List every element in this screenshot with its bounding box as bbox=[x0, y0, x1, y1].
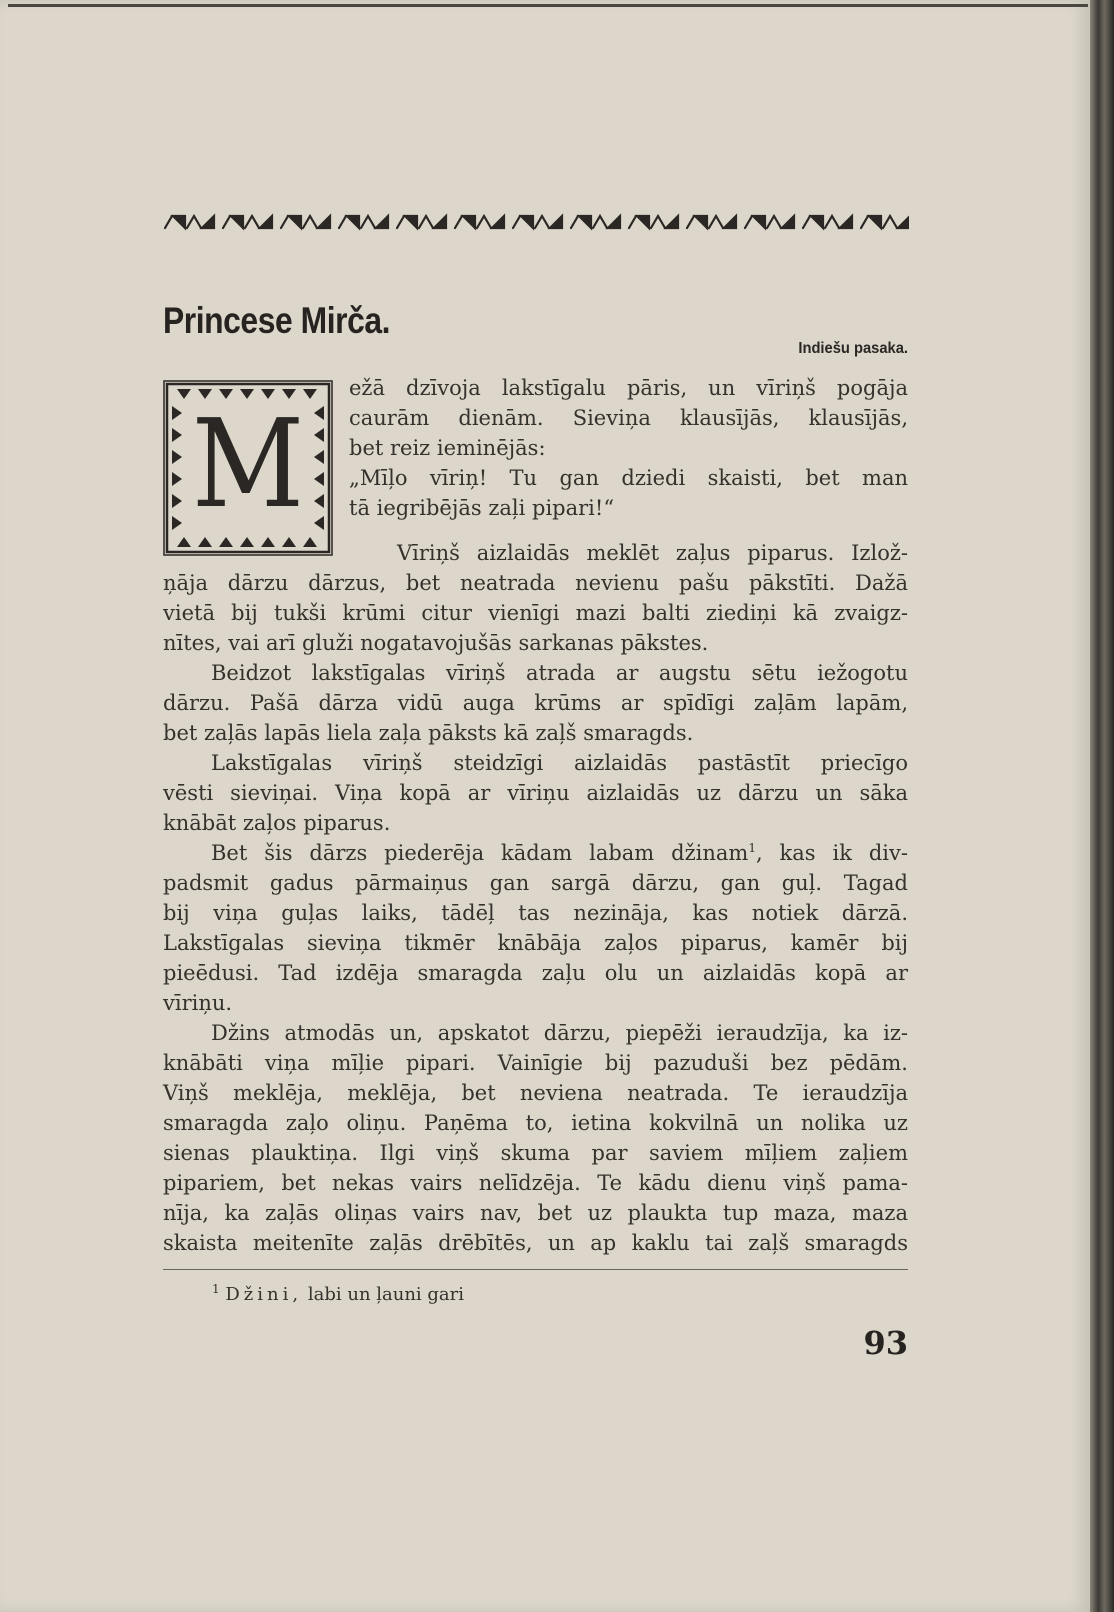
text-line: Beidzot lakstīgalas vīriņš atrada ar augstu sētu iežogotu bbox=[211, 661, 908, 685]
story-body bbox=[163, 538, 908, 1258]
text-line: „Mīļo vīriņ! Tu gan dziedi skaisti, bet man bbox=[349, 466, 908, 490]
text-line: knābāt zaļos piparus. bbox=[163, 811, 391, 835]
text-line: nītes, vai arī gluži nogatavojušās sarkanas pākstes. bbox=[163, 631, 709, 655]
text-line: Džins atmodās un, apskatot dārzu, piepēži ieraudzīja, ka iz- bbox=[211, 1021, 908, 1045]
top-rule bbox=[8, 4, 1088, 7]
text-fragment: Bet šis dārzs piederēja kādam labam džinam bbox=[211, 841, 749, 865]
text-line: ežā dzīvoja lakstīgalu pāris, un vīriņš pogāja bbox=[349, 376, 908, 400]
footnote-text: labi un ļauni gari bbox=[307, 1284, 465, 1305]
text-line: Lakstīgalas vīriņš steidzīgi aizlaidās pastāstīt priecīgo bbox=[211, 751, 908, 775]
opening-lines bbox=[349, 373, 908, 523]
text-line: pipariem, bet nekas vairs nelīdzēja. Te kādu dienu viņš pama- bbox=[163, 1171, 908, 1195]
decorative-ornament-band bbox=[163, 206, 909, 236]
text-line: caurām dienām. Sieviņa klausījās, klausījās, bbox=[349, 406, 908, 430]
text-line: bij viņa guļas laiks, tādēļ tas nezināja, kas notiek dārzā. bbox=[163, 901, 908, 925]
text-line: ņāja dārzu dārzus, bet neatrada nevienu pašu pākstīti. Dažā bbox=[163, 571, 908, 595]
decorative-initial bbox=[163, 380, 333, 556]
text-line: nīja, ka zaļās oliņas vairs nav, bet uz plaukta tup maza, maza bbox=[163, 1201, 908, 1225]
footnote-term: Džini, bbox=[225, 1284, 303, 1305]
text-line: vietā bij tukši krūmi citur vienīgi mazi balti ziediņi kā zvaigz- bbox=[163, 601, 908, 625]
footnote bbox=[212, 1284, 464, 1305]
text-line: padsmit gadus pārmaiņus gan sargā dārzu, gan guļ. Tagad bbox=[163, 871, 908, 895]
story-title: Princese Mirča. bbox=[163, 300, 391, 341]
text-line: pieēdusi. Tad izdēja smaragda zaļu olu un aizlaidās kopā ar bbox=[163, 961, 908, 985]
text-fragment: , kas ik div- bbox=[755, 841, 908, 865]
text-line: Viņš meklēja, meklēja, bet neviena neatrada. Te ieraudzīja bbox=[163, 1081, 908, 1105]
text-line-with-footnote bbox=[163, 838, 908, 868]
initial-letter: M bbox=[191, 393, 305, 535]
footnote-mark: 1 bbox=[212, 1282, 220, 1296]
footnote-reference[interactable]: 1 bbox=[748, 841, 756, 855]
text-line: tā iegribējās zaļi pipari!“ bbox=[349, 496, 615, 520]
text-line: dārzu. Pašā dārza vidū auga krūms ar spīdīgi zaļām lapām, bbox=[163, 691, 908, 715]
text-line: sienas plauktiņa. Ilgi viņš skuma par saviem mīļiem zaļiem bbox=[163, 1141, 908, 1165]
story-subtitle: Indiešu pasaka. bbox=[798, 340, 908, 357]
text-line: bet reiz ieminējās: bbox=[349, 436, 546, 460]
text-line: bet zaļās lapās liela zaļa pāksts kā zaļš smaragds. bbox=[163, 721, 694, 745]
text-line: knābāti viņa mīļie pipari. Vainīgie bij pazuduši bez pēdām. bbox=[163, 1051, 908, 1075]
text-line: Vīriņš aizlaidās meklēt zaļus piparus. Izlož- bbox=[397, 541, 908, 565]
text-line: vēsti sieviņai. Viņa kopā ar vīriņu aizlaidās uz dārzu un sāka bbox=[163, 781, 908, 805]
book-spine-edge bbox=[1090, 0, 1114, 1612]
text-line: Lakstīgalas sieviņa tikmēr knābāja zaļos piparus, kamēr bij bbox=[163, 931, 908, 955]
text-line: skaista meitenīte zaļās drēbītēs, un ap kaklu tai zaļš smaragds bbox=[163, 1231, 908, 1255]
footnote-divider bbox=[163, 1269, 908, 1270]
text-line: smaragda zaļo oliņu. Paņēma to, ietina kokvilnā un nolika uz bbox=[163, 1111, 908, 1135]
text-line: vīriņu. bbox=[163, 991, 233, 1015]
page-number: 93 bbox=[863, 1324, 908, 1362]
